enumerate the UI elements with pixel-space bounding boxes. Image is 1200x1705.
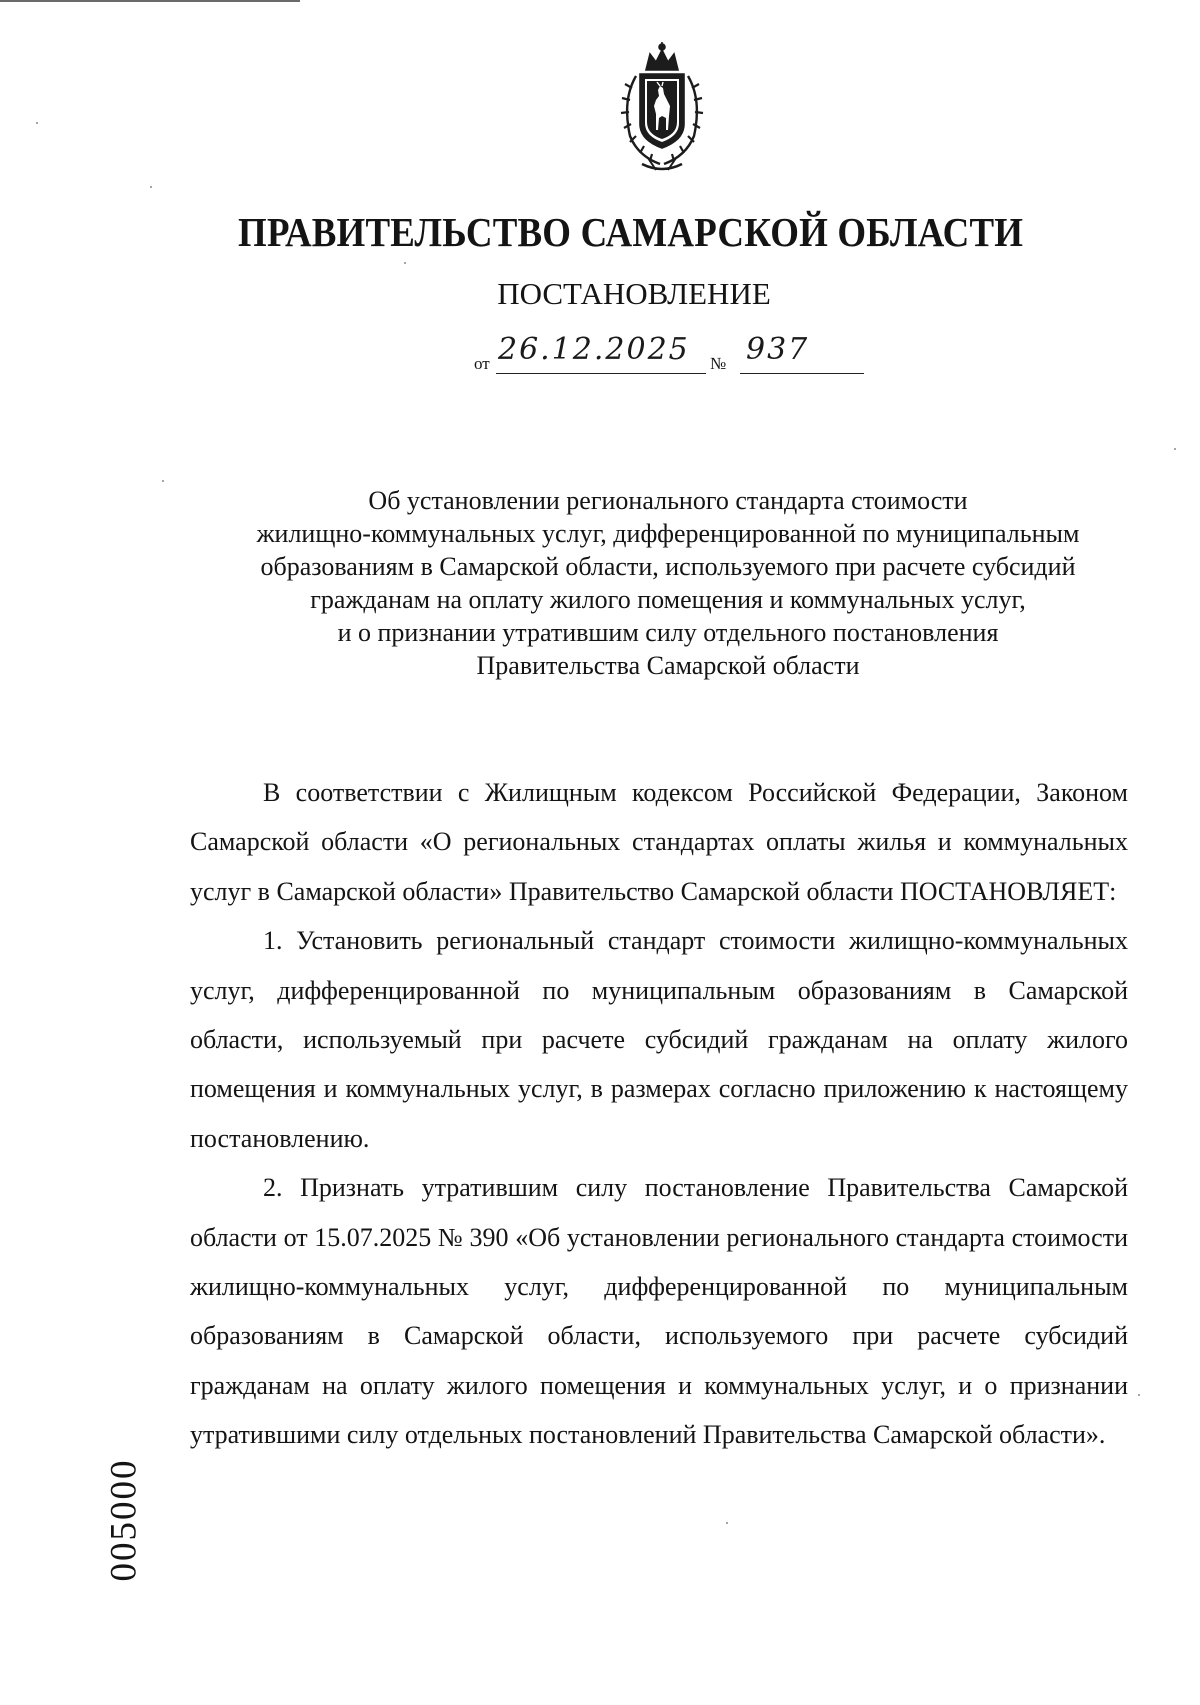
subject-line: образованиям в Самарской области, используемого при расчете субсидий (260, 552, 1076, 581)
scan-speck (162, 480, 164, 482)
scan-speck (1174, 448, 1176, 450)
scan-speck (1138, 1394, 1140, 1396)
coat-of-arms-icon (596, 40, 728, 176)
date-prefix: от (474, 354, 490, 373)
margin-stamp (94, 1420, 154, 1620)
subject-line: жилищно-коммунальных услуг, дифференцированной по муниципальным (256, 519, 1080, 548)
government-title: ПРАВИТЕЛЬСТВО САМАРСКОЙ ОБЛАСТИ (238, 209, 1024, 255)
subject-line: Об установлении регионального стандарта стоимости (368, 486, 968, 515)
subject-line: гражданам на оплату жилого помещения и коммунальных услуг, (310, 585, 1026, 614)
number-underline (740, 373, 864, 374)
item-1-paragraph: 1. Установить региональный стандарт стоимости жилищно-коммунальных услуг, дифференцированной по муниципальным образованиям в Самарской области, используемый при расчете субсидий гражданам на оплату жилого помещения и коммунальных услуг, в размерах согласно приложению к настоящему постановлению. (190, 926, 1128, 1153)
scan-speck (36, 122, 38, 124)
scan-speck (404, 262, 406, 264)
margin-stamp-number: 005000 (103, 1458, 145, 1582)
subject-line: Правительства Самарской области (476, 651, 860, 680)
document-subject (200, 484, 1136, 682)
subject-line: и о признании утратившим силу отдельного постановления (337, 618, 999, 647)
number-handwritten: 937 (746, 332, 810, 367)
date-underline (496, 373, 706, 374)
number-prefix: № (710, 354, 727, 373)
item-2-paragraph: 2. Признать утратившим силу постановление Правительства Самарской области от 15.07.2025 № 390 «Об установлении регионального стандарта стоимости жилищно-коммунальных услуг, дифференцированной по муниципальным образованиям в Самарской области, используемого при расчете субсидий гражданам на оплату жилого помещения и коммунальных услуг, и о признании утратившими силу отдельных постановлений Правительства Самарской области». (190, 1173, 1128, 1450)
top-rule (0, 0, 300, 2)
date-handwritten: 26.12.2025 (498, 332, 690, 367)
document-type: ПОСТАНОВЛЕНИЕ (497, 276, 771, 311)
date-number-line (474, 332, 874, 380)
scan-speck (726, 1522, 728, 1524)
scan-speck (150, 186, 152, 188)
document-body (190, 768, 1128, 1460)
preamble-paragraph: В соответствии с Жилищным кодексом Российской Федерации, Законом Самарской области «О региональных стандартах оплаты жилья и коммунальных услуг в Самарской области» Правительство Самарской области ПОСТАНОВЛЯЕТ: (190, 778, 1128, 906)
